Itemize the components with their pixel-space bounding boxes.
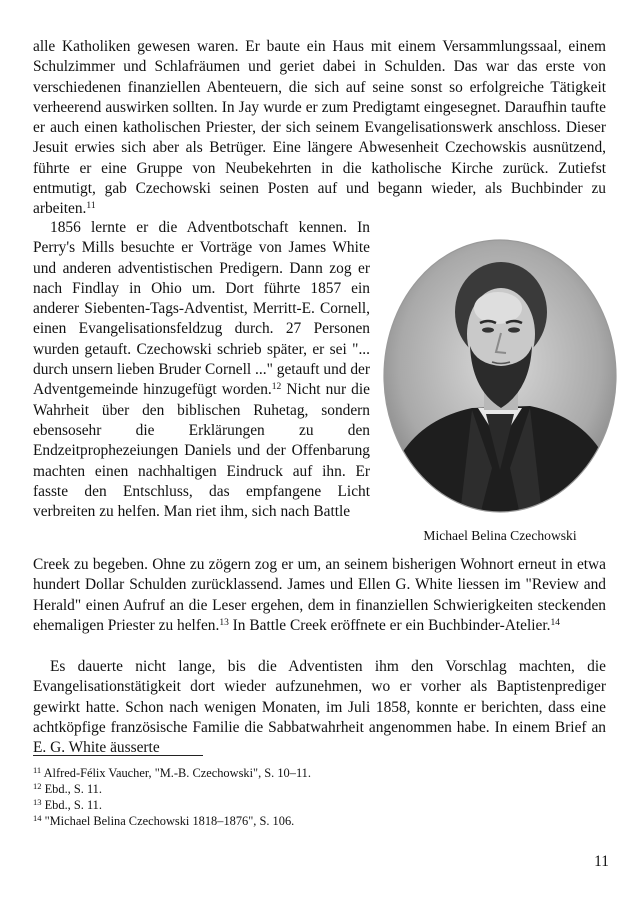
paragraph-3: Es dauerte nicht lange, bis die Adventisten ihm den Vorschlag machten, die Evangelisationstätigkeit dort wieder aufzunehmen, wo er vorher als Baptistenprediger gewirkt hatte. Schon nach wenigen Monaten, im Juli 1858, konnte er berichten, dass eine achtköpfige französische Familie die Sabbatwahrheit angenommen habe. In einem Brief an E. G. White äusserte: [33, 658, 606, 757]
portrait-image: [380, 238, 620, 515]
paragraph-2-beside-photo: 1856 lernte er die Adventbotschaft kennen. In Perry's Mills besuchte er Vorträge von James White und anderen adventistischen Predigern. Dann zog er nach Findlay in Ohio um. Dort führte 1857 ein anderer Siebenten-Tags-Adventist, Merritt-E. Cornell, einen Evangelisationsfeldzug durch. 27 Personen wurden getauft. Czechowski schrieb später, er sei "... durch unsern lieben Bruder Cornell ..." getauft und der Adventgemeinde hinzugefügt worden.$^{12}$ Nicht nur die Wahrheit über den biblischen Ruhetag, sondern ebensosehr die Erklärungen zu den Endzeitprophezeiungen Daniels und der Offenbarung machten einen nachhaltigen Eindruck auf ihn. Er fasste den Entschluss, das empfangene Licht verbreiten zu helfen. Man riet ihm, sich nach Battle: [33, 219, 370, 521]
paragraph-2-continued: Creek zu begeben. Ohne zu zögern zog er um, an seinem bisherigen Wohnort erneut in etwa hundert Dollar Schulden zurücklassend. James und Ellen G. White liessen im "Review and Herald" einen Aufruf an die Leser ergehen, dem in finanziellen Schwierigkeiten steckenden ehemaligen Priester zu helfen.$^{13}$ In Battle Creek eröffnete er ein Buchbinder-Atelier.$^{14}$: [33, 556, 606, 634]
footnote-14: $^{14}$ "Michael Belina Czechowski 1818–1876", S. 106.: [33, 813, 295, 828]
footnote-separator: [33, 755, 203, 756]
paragraph-1: alle Katholiken gewesen waren. Er baute ein Haus mit einem Versammlungssaal, einem Schulzimmer und Schlafräumen und geriet dabei in Schulden. Das war das erste von verschiedenen finanziellen Abenteuern, die sich auf seine sonst so erfolgreiche Tätigkeit verheerend auswirken sollten. In Jay wurde er zum Predigtamt eingesegnet. Daraufhin taufte er auch einen katholischen Priester, der sich seinem Evangelisationswerk anschloss. Dieser Jesuit erwies sich aber als Betrüger. Eine längere Abwesenheit Czechowskis ausnützend, führte er eine Gruppe von Neubekehrten in die katholische Kirche zurück. Zutiefst entmutigt, gab Czechowski seinen Posten auf und begann wieder, als Buchbinder zu arbeiten.$^{11}$: [33, 38, 606, 218]
footnote-ref-12: 12: [271, 382, 282, 393]
footnote-11: $^{11}$ Alfred-Félix Vaucher, "M.-B. Czechowski", S. 10–11.: [33, 765, 311, 780]
footnote-ref-13: 13: [219, 617, 229, 628]
photo-caption: Michael Belina Czechowski: [423, 528, 577, 543]
page-number: 11: [594, 853, 609, 870]
portrait-photo: [380, 238, 620, 515]
footnote-12: $^{12}$ Ebd., S. 11.: [33, 781, 102, 796]
footnote-13: $^{13}$ Ebd., S. 11.: [33, 797, 102, 812]
footnote-ref-11: 11: [86, 201, 96, 212]
footnote-ref-14: 14: [550, 617, 560, 628]
